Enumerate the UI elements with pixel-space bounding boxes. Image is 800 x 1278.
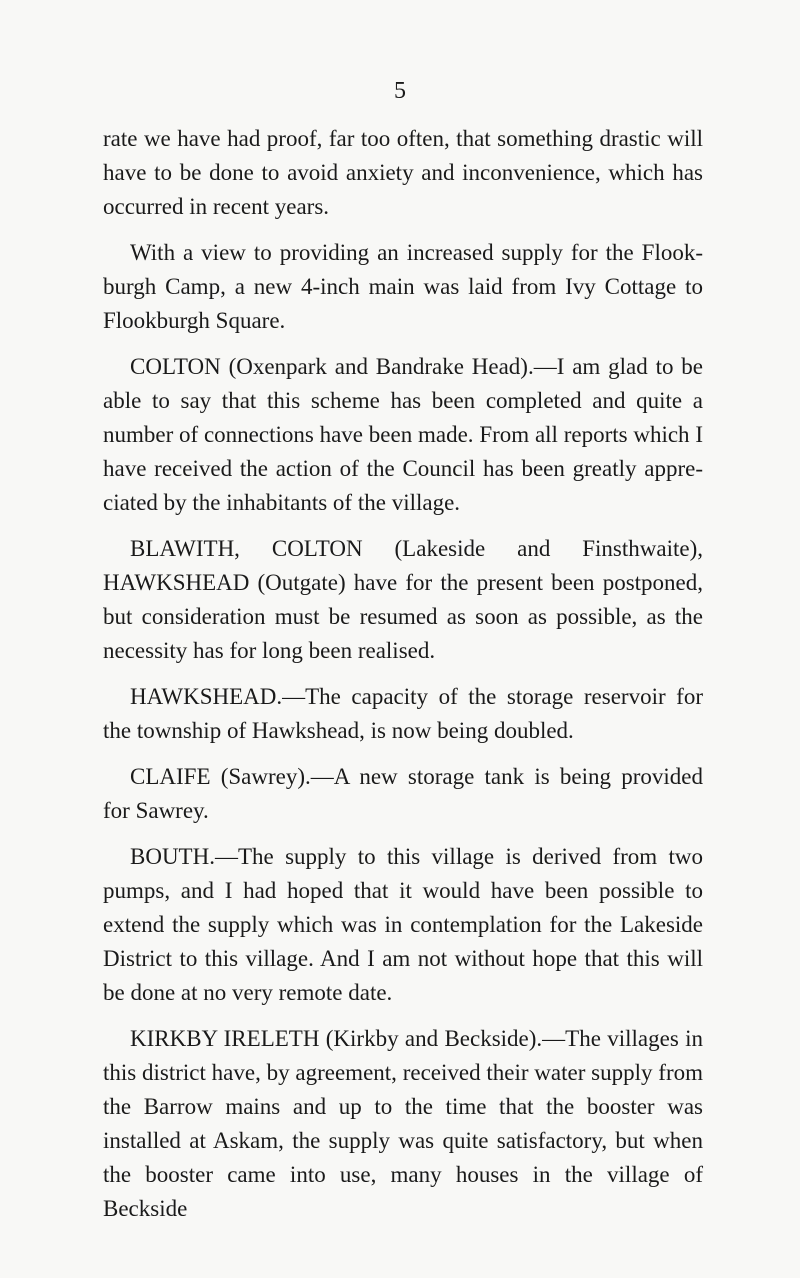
paragraph-kirkby-ireleth: KIRKBY IRELETH (Kirkby and Beckside).—The villages in this district have, by agreement, received their water supply from the Barrow mains and up to the time that the booster was installed at Askam, the supply was quite satisfactory, but when the booster came into use, many houses in the village of Beckside xyxy=(103,1026,703,1221)
paragraph-blawith: BLAWITH, COLTON (Lakeside and Finsthwaite), HAWKSHEAD (Outgate) have for the present been postponed, but consideration must be resumed as soon as possible, as the necessity has for long been realised. xyxy=(103,536,703,663)
paragraph-flookburgh: With a view to providing an increased supply for the Flook-burgh Camp, a new 4-inch main was laid from Ivy Cottage to Flookburgh Square. xyxy=(103,240,703,333)
paragraph-bouth: BOUTH.—The supply to this village is derived from two pumps, and I had hoped that it would have been possible to extend the supply which was in contemplation for the Lakeside District to this village. And I am not without hope that this will be done at no very remote date. xyxy=(103,844,703,1005)
paragraph-claife: CLAIFE (Sawrey).—A new storage tank is being provided for Sawrey. xyxy=(103,764,703,823)
page-number: 5 xyxy=(394,78,406,104)
paragraph-colton: COLTON (Oxenpark and Bandrake Head).—I am glad to be able to say that this scheme has been completed and quite a number of connections have been made. From all reports which I have received the action of the Council has been greatly appre-ciated by the inhabitants of the village. xyxy=(103,354,703,515)
paragraph-continuation: rate we have had proof, far too often, that something drastic will have to be done to avoid anxiety and inconvenience, which has occurred in recent years. xyxy=(103,126,703,219)
body-text xyxy=(103,122,703,1238)
paragraph-hawkshead: HAWKSHEAD.—The capacity of the storage reservoir for the township of Hawkshead, is now being doubled. xyxy=(103,684,703,743)
